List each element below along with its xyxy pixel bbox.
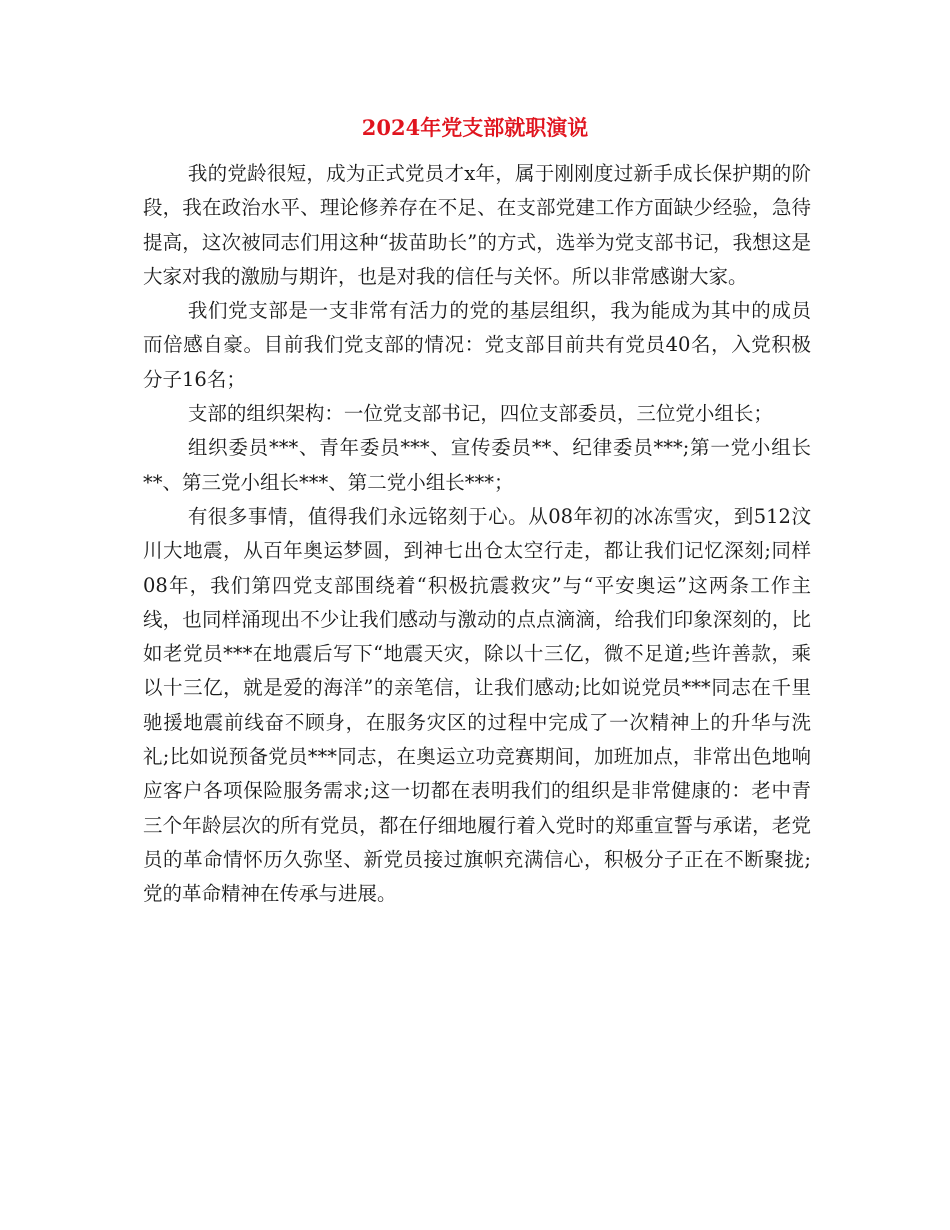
paragraph-committee-members: 组织委员***、青年委员***、宣传委员**、纪律委员***;第一党小组长**、第三党小组长***、第二党小组长***； <box>143 436 811 494</box>
paragraph-intro: 我的党龄很短，成为正式党员才x年，属于刚刚度过新手成长保护期的阶段，我在政治水平、理论修养存在不足、在支部党建工作方面缺少经验，急待提高，这次被同志们用这种“拔苗助长”的方式，选举为党支部书记，我想这是大家对我的激励与期许，也是对我的信任与关怀。所以非常感谢大家。 <box>143 162 811 288</box>
document-body <box>143 157 811 912</box>
page-title: 2024年党支部就职演说 <box>361 115 589 140</box>
paragraph-branch-status: 我们党支部是一支非常有活力的党的基层组织，我为能成为其中的成员而倍感自豪。目前我们党支部的情况：党支部目前共有党员40名，入党积极分子16名； <box>143 299 811 391</box>
paragraph-org-structure: 支部的组织架构：一位党支部书记，四位支部委员，三位党小组长； <box>187 402 773 426</box>
paragraph-memorable-events: 有很多事情，值得我们永远铭刻于心。从08年初的冰冻雪灾，到512汶川大地震，从百年奥运梦圆，到神七出仓太空行走，都让我们记忆深刻;同样08年，我们第四党支部围绕着“积极抗震救灾”与“平安奥运”这两条工作主线，也同样涌现出不少让我们感动与激动的点点滴滴，给我们印象深刻的，比如老党员***在地震后写下“地震天灾，除以十三亿，微不足道;些许善款，乘以十三亿，就是爱的海洋”的亲笔信，让我们感动;比如说党员***同志在千里驰援地震前线奋不顾身，在服务灾区的过程中完成了一次精神上的升华与洗礼;比如说预备党员***同志，在奥运立功竞赛期间，加班加点，非常出色地响应客户各项保险服务需求;这一切都在表明我们的组织是非常健康的：老中青三个年龄层次的所有党员，都在仔细地履行着入党时的郑重宣誓与承诺，老党员的革命情怀历久弥坚、新党员接过旗帜充满信心，积极分子正在不断聚拢;党的革命精神在传承与进展。 <box>143 504 811 906</box>
